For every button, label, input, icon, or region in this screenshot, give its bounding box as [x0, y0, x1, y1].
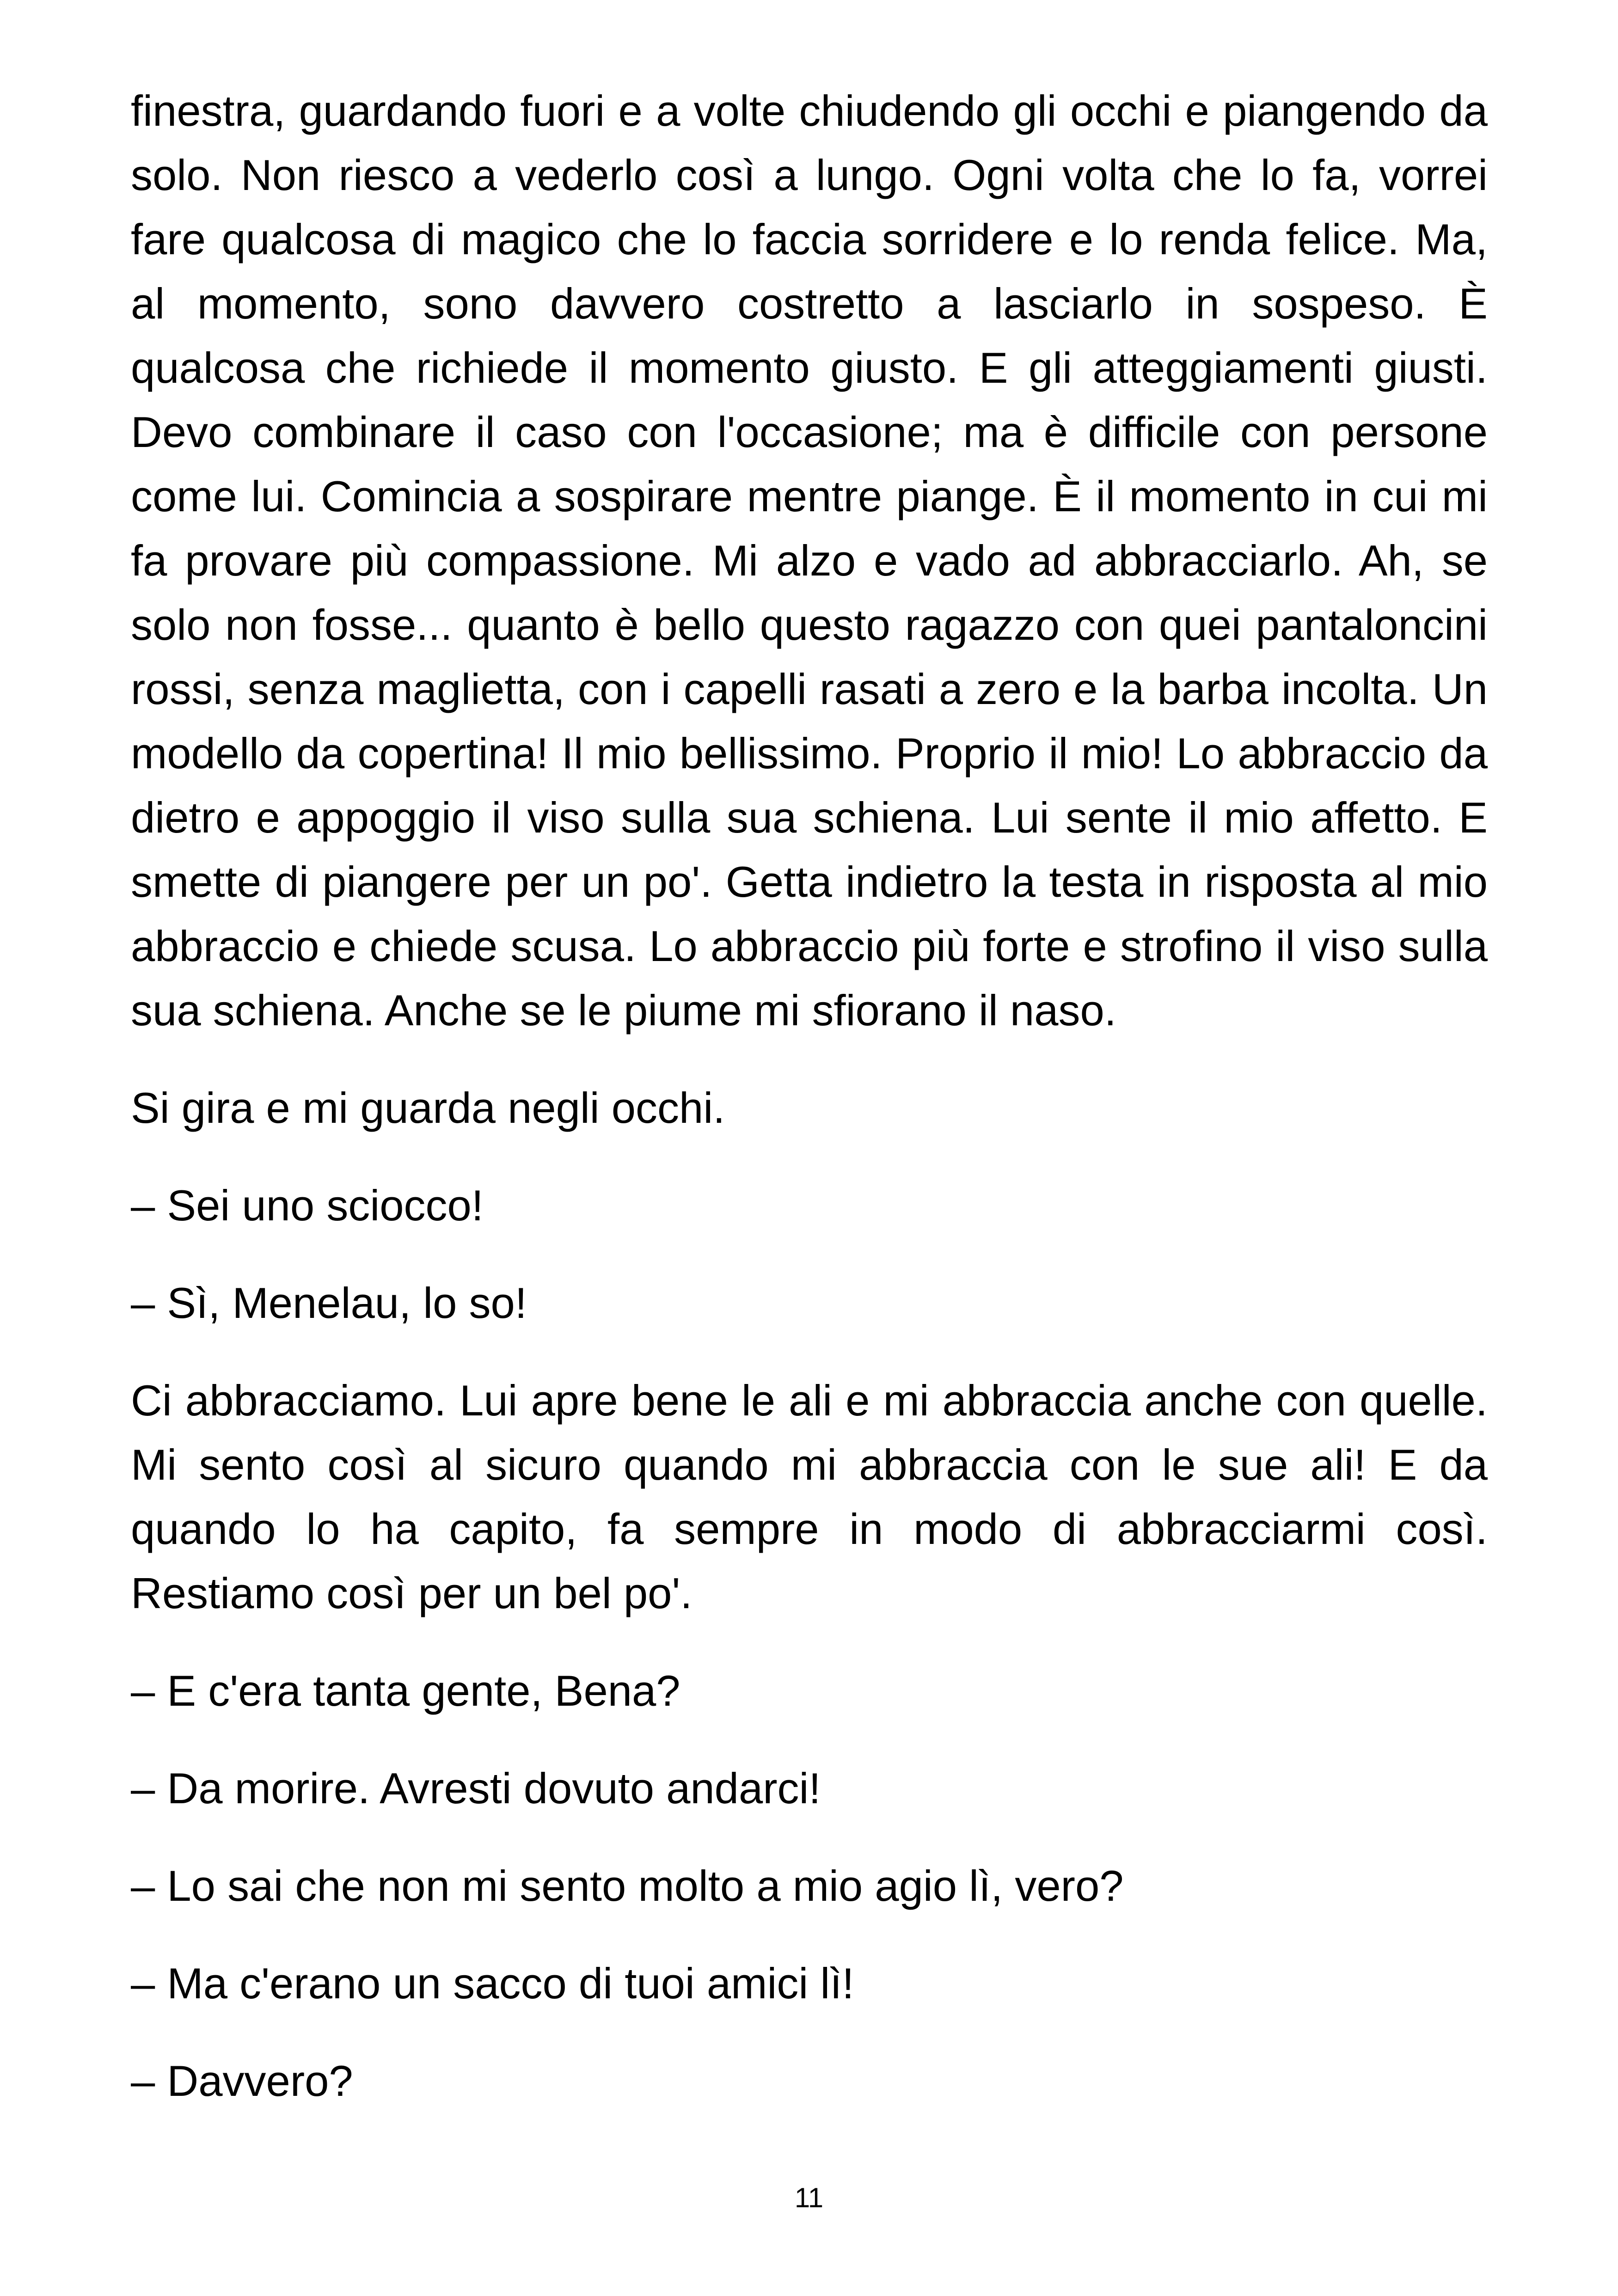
dialogue-line-1: – Sei uno sciocco!: [131, 1181, 484, 1230]
dialogue-line-2: – Sì, Menelau, lo so!: [131, 1279, 527, 1327]
dialogue-line-5: – Lo sai che non mi sento molto a mio agio lì, vero?: [131, 1861, 1124, 1910]
body-text: [131, 79, 1488, 2113]
dialogue-line-6: – Ma c'erano un sacco di tuoi amici lì!: [131, 1959, 854, 2008]
dialogue-line-3: – E c'era tanta gente, Bena?: [131, 1666, 680, 1715]
paragraph-narration-2: Si gira e mi guarda negli occhi.: [131, 1084, 725, 1132]
page-number: 11: [794, 2182, 824, 2213]
paragraph-narration-3: Ci abbracciamo. Lui apre bene le ali e mi abbraccia anche con quelle. Mi sento così al sicuro quando mi abbraccia con le sue ali! E da quando lo ha capito, fa sempre in modo di abbracciarmi così. Restiamo così per un bel po'.: [131, 1376, 1488, 1617]
dialogue-line-4: – Da morire. Avresti dovuto andarci!: [131, 1764, 821, 1812]
paragraph-narration-1: finestra, guardando fuori e a volte chiudendo gli occhi e piangendo da solo. Non riesco a vederlo così a lungo. Ogni volta che lo fa, vorrei fare qualcosa di magico che lo faccia sorridere e lo renda felice. Ma, al momento, sono davvero costretto a lasciarlo in sospeso. È qualcosa che richiede il momento giusto. E gli atteggiamenti giusti. Devo combinare il caso con l'occasione; ma è difficile con persone come lui. Comincia a sospirare mentre piange. È il momento in cui mi fa provare più compassione. Mi alzo e vado ad abbracciarlo. Ah, se solo non fosse... quanto è bello questo ragazzo con quei pantaloncini rossi, senza maglietta, con i capelli rasati a zero e la barba incolta. Un modello da copertina! Il mio bellissimo. Proprio il mio! Lo abbraccio da dietro e appoggio il viso sulla sua schiena. Lui sente il mio affetto. E smette di piangere per un po'. Getta indietro la testa in risposta al mio abbraccio e chiede scusa. Lo abbraccio più forte e strofino il viso sulla sua schiena. Anche se le piume mi sfiorano il naso.: [131, 86, 1488, 1035]
dialogue-line-7: – Davvero?: [131, 2057, 353, 2105]
